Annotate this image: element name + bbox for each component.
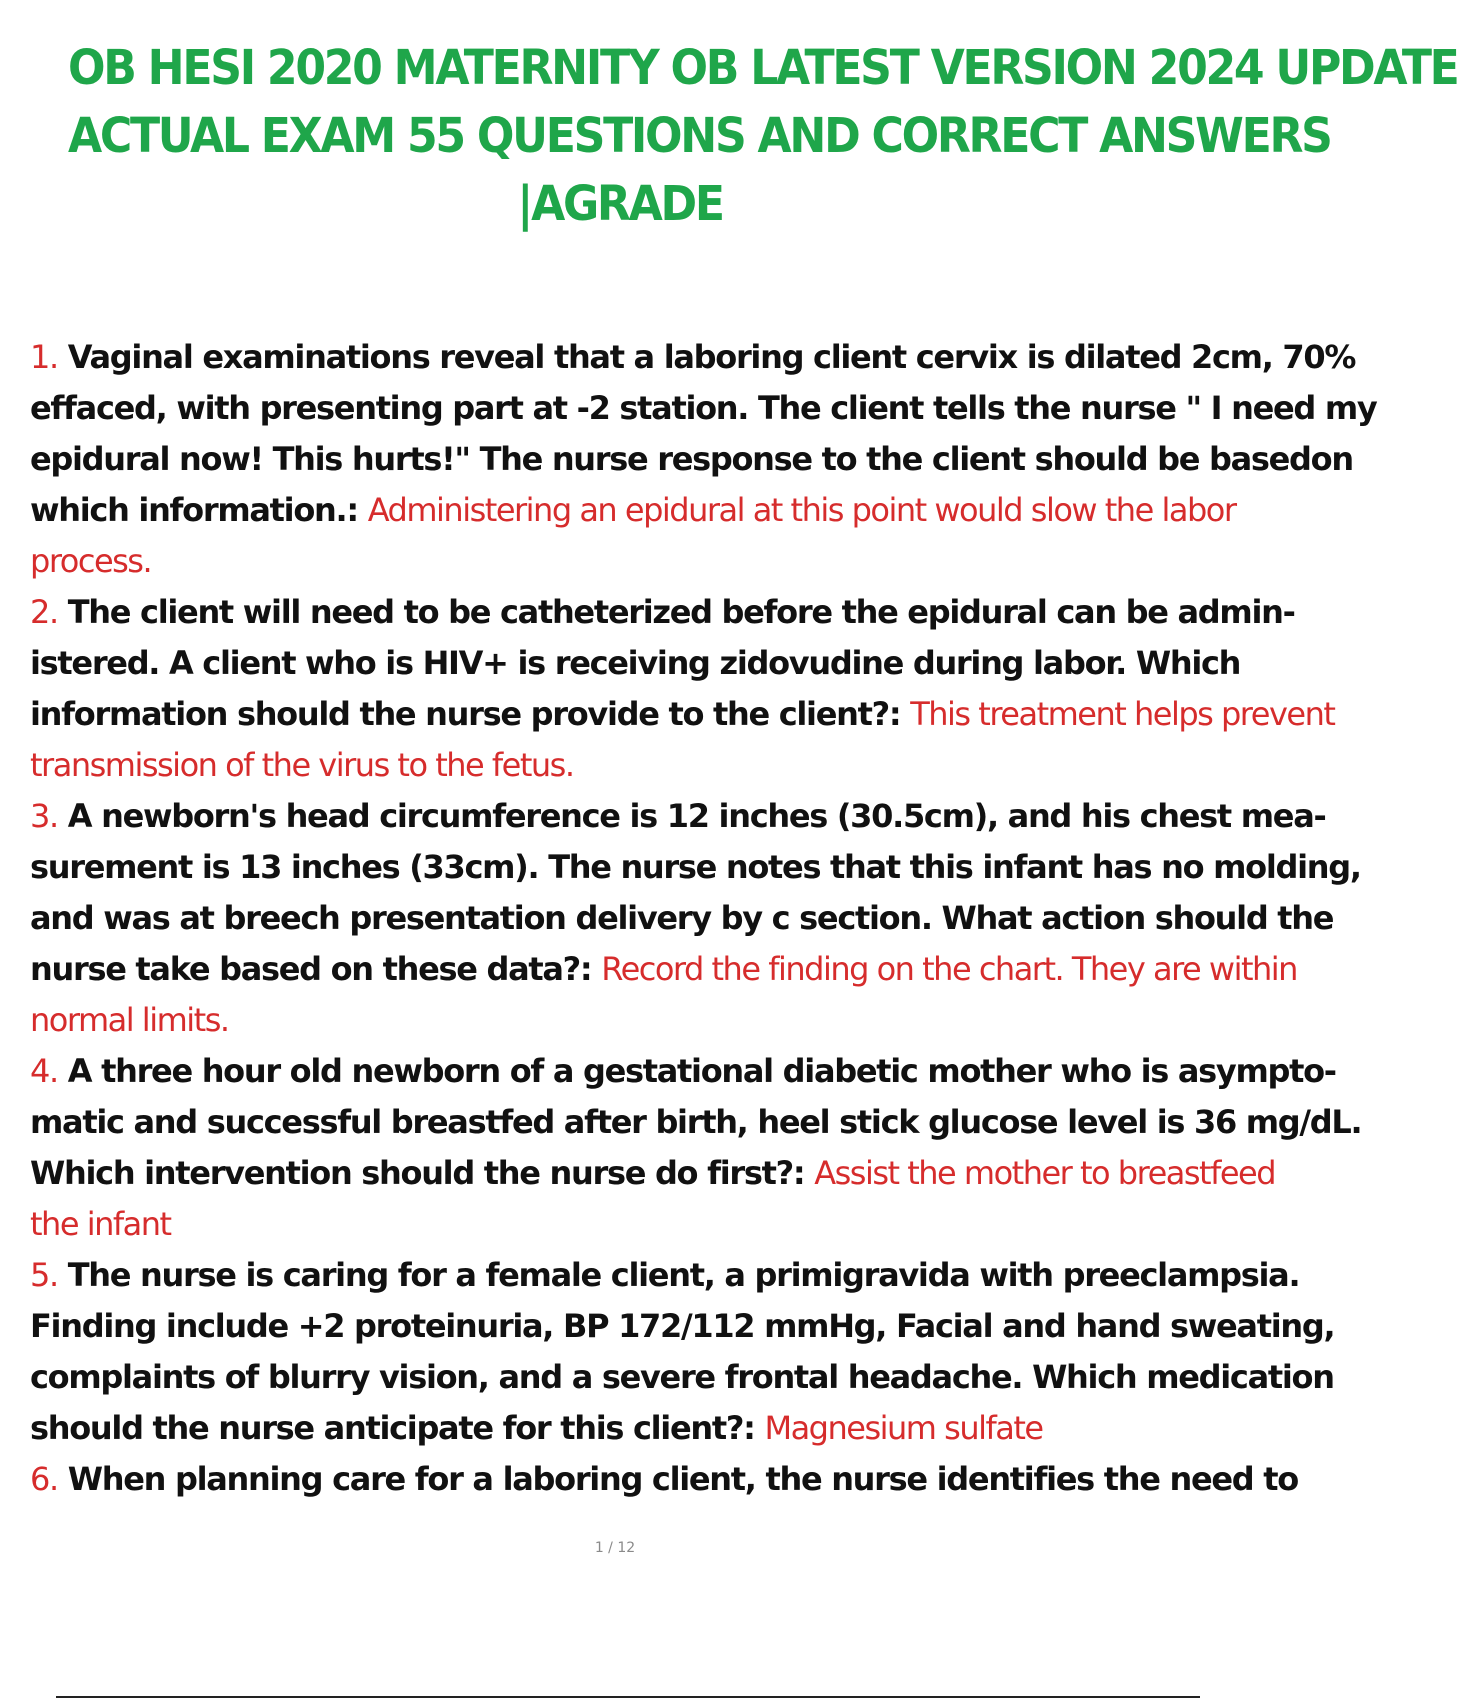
question-5-line-1 xyxy=(30,1250,1300,1301)
title-line-2: ACTUAL EXAM 55 QUESTIONS AND CORRECT ANSWERS xyxy=(68,108,1331,164)
question-text: The nurse is caring for a female client, a primigravida with preeclampsia. xyxy=(67,1256,1300,1294)
question-1-line-4 xyxy=(30,485,1236,536)
question-1-line-3 xyxy=(30,434,1353,485)
answer-text: Record the finding on the chart. They are within xyxy=(601,950,1297,988)
question-text: surement is 13 inches (33cm). The nurse notes that this infant has no molding, xyxy=(30,848,1361,886)
question-2-line-2 xyxy=(30,638,1241,689)
question-text: matic and successful breastfed after birth, heel stick glucose level is 36 mg/dL. xyxy=(30,1103,1362,1141)
answer-text: Assist the mother to breastfeed xyxy=(814,1154,1276,1192)
question-text: information should the nurse provide to the client?: xyxy=(30,695,901,733)
question-number: 3. xyxy=(30,797,58,835)
question-1-line-5 xyxy=(30,536,1220,587)
question-number: 5. xyxy=(30,1256,58,1294)
question-text: The client will need to be catheterized before the epidural can be admin- xyxy=(67,593,1295,631)
question-3-line-5 xyxy=(30,995,1220,1046)
question-4-line-4 xyxy=(30,1199,1220,1250)
question-list xyxy=(30,332,1377,1505)
answer-text: transmission of the virus to the fetus. xyxy=(30,746,574,784)
question-2-line-4 xyxy=(30,740,1220,791)
question-4-line-3 xyxy=(30,1148,1276,1199)
answer-text: Administering an epidural at this point would slow the labor xyxy=(367,491,1236,529)
question-6-line-1 xyxy=(30,1454,1298,1505)
question-1-line-1 xyxy=(30,332,1356,383)
answer-text: This treatment helps prevent xyxy=(910,695,1335,733)
question-text: which information.: xyxy=(30,491,358,529)
answer-text: Magnesium sulfate xyxy=(764,1409,1043,1447)
question-text: and was at breech presentation delivery by c section. What action should the xyxy=(30,899,1334,937)
question-number: 4. xyxy=(30,1052,58,1090)
question-text: istered. A client who is HIV+ is receiving zidovudine during labor. Which xyxy=(30,644,1241,682)
question-3-line-4 xyxy=(30,944,1297,995)
question-5-line-4 xyxy=(30,1403,1220,1454)
page-divider xyxy=(56,1696,1200,1698)
answer-text: normal limits. xyxy=(30,1001,229,1039)
question-text: Vaginal examinations reveal that a laboring client cervix is dilated 2cm, 70% xyxy=(67,338,1356,376)
question-text: Which intervention should the nurse do first?: xyxy=(30,1154,805,1192)
question-5-line-2 xyxy=(30,1301,1335,1352)
question-text: A three hour old newborn of a gestational diabetic mother who is asympto- xyxy=(67,1052,1336,1090)
document-title xyxy=(68,34,1458,238)
question-text: When planning care for a laboring client, the nurse identifies the need to xyxy=(67,1460,1298,1498)
question-4-line-2 xyxy=(30,1097,1362,1148)
question-3-line-2 xyxy=(30,842,1361,893)
question-2-line-1 xyxy=(30,587,1295,638)
title-line-1: OB HESI 2020 MATERNITY OB LATEST VERSION 2024 UPDATE xyxy=(68,40,1458,96)
question-text: effaced, with presenting part at -2 station. The client tells the nurse " I need my xyxy=(30,389,1377,427)
answer-text: the infant xyxy=(30,1205,171,1243)
question-text: nurse take based on these data?: xyxy=(30,950,592,988)
question-1-line-2 xyxy=(30,383,1377,434)
question-3-line-3 xyxy=(30,893,1334,944)
question-text: epidural now! This hurts!" The nurse response to the client should be basedon xyxy=(30,440,1353,478)
question-number: 1. xyxy=(30,338,58,376)
page-indicator: 1 / 12 xyxy=(594,1540,636,1556)
title-line-3: |AGRADE xyxy=(517,176,723,232)
question-text: Finding include +2 proteinuria, BP 172/112 mmHg, Facial and hand sweating, xyxy=(30,1307,1335,1345)
question-4-line-1 xyxy=(30,1046,1336,1097)
question-text: should the nurse anticipate for this client?: xyxy=(30,1409,755,1447)
answer-text: process. xyxy=(30,542,152,580)
question-5-line-3 xyxy=(30,1352,1334,1403)
question-number: 6. xyxy=(30,1460,58,1498)
question-number: 2. xyxy=(30,593,58,631)
question-2-line-3 xyxy=(30,689,1335,740)
question-text: complaints of blurry vision, and a severe frontal headache. Which medication xyxy=(30,1358,1334,1396)
question-text: A newborn's head circumference is 12 inches (30.5cm), and his chest mea- xyxy=(67,797,1326,835)
question-3-line-1 xyxy=(30,791,1326,842)
